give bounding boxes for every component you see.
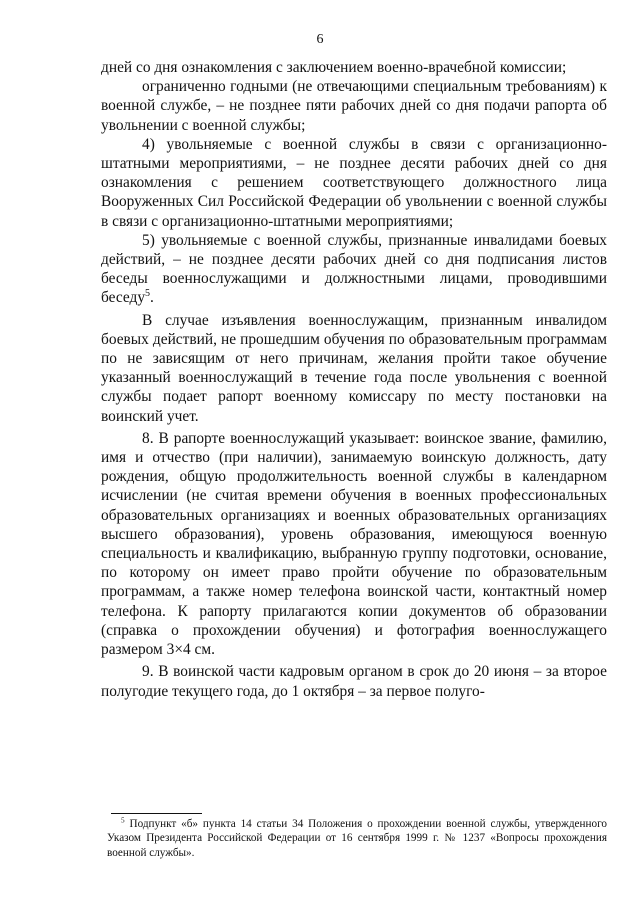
paragraph-4-end: . <box>150 289 154 307</box>
footnote-divider <box>111 813 202 814</box>
page-number: 6 <box>316 32 324 47</box>
paragraph-4 <box>101 231 607 308</box>
paragraph-5: В случае изъявления военнослужащим, признанным инвалидом боевых действий, не прошедшим обучения по образовательным программам по не зависящим от него причинам, желания пройти такое обучение указанный военнослужащий в течение года после увольнения с военной службы подает рапорт военному комиссару по месту постановки на воинский учет. <box>101 311 607 425</box>
footnote <box>107 817 607 860</box>
paragraph-1: дней со дня ознакомления с заключением военно-врачебной комиссии; <box>101 59 567 76</box>
footnote-reference: 5 <box>145 288 151 300</box>
paragraph-4-text: 5) увольняемые с военной службы, признанные инвалидами боевых действий, – не позднее десяти рабочих дней со дня подписания листов беседы военнослужащими и должностными лицами, проводившими беседу <box>101 231 607 307</box>
paragraph-2: ограниченно годными (не отвечающими специальным требованиям) к военной службе, – не позднее пяти рабочих дней со дня подачи рапорта об увольнении с военной службы; <box>101 78 607 134</box>
paragraph-3: 4) увольняемые с военной службы в связи с организационно-штатными мероприятиями, – не позднее десяти рабочих дней со дня ознакомления с решением соответствующего должностного лица Вооруженных Сил Российской Федерации об увольнении с военной службы в связи с организационно-штатными мероприятиями; <box>101 135 607 230</box>
footnote-marker: 5 <box>121 816 125 825</box>
paragraph-6: 8. В рапорте военнослужащий указывает: воинское звание, фамилию, имя и отчество (при наличии), занимаемую воинскую должность, дату рождения, общую продолжительность военной службы в календарном исчислении (не считая времени обучения в военных профессиональных образовательных организациях и военных образовательных организациях высшего образования), уровень образования, имеющуюся военную специальность и квалификацию, выбранную группу подготовки, основание, по которому он имеет право пройти обучение по образовательным программам, а также номер телефона воинской части, контактный номер телефона. К рапорту прилагаются копии документов об образовании (справка о прохождении обучения) и фотография военнослужащего размером 3×4 см. <box>101 429 607 659</box>
body-text <box>101 58 607 701</box>
paragraph-7: 9. В воинской части кадровым органом в срок до 20 июня – за второе полугодие текущего года, до 1 октября – за первое полуго- <box>101 663 607 700</box>
footnote-text: Подпункт «б» пункта 14 статьи 34 Положения о прохождении военной службы, утвержденного Указом Президента Российской Федерации от 16 сентября 1999 г. № 1237 «Вопросы прохождения военной службы». <box>107 818 607 859</box>
